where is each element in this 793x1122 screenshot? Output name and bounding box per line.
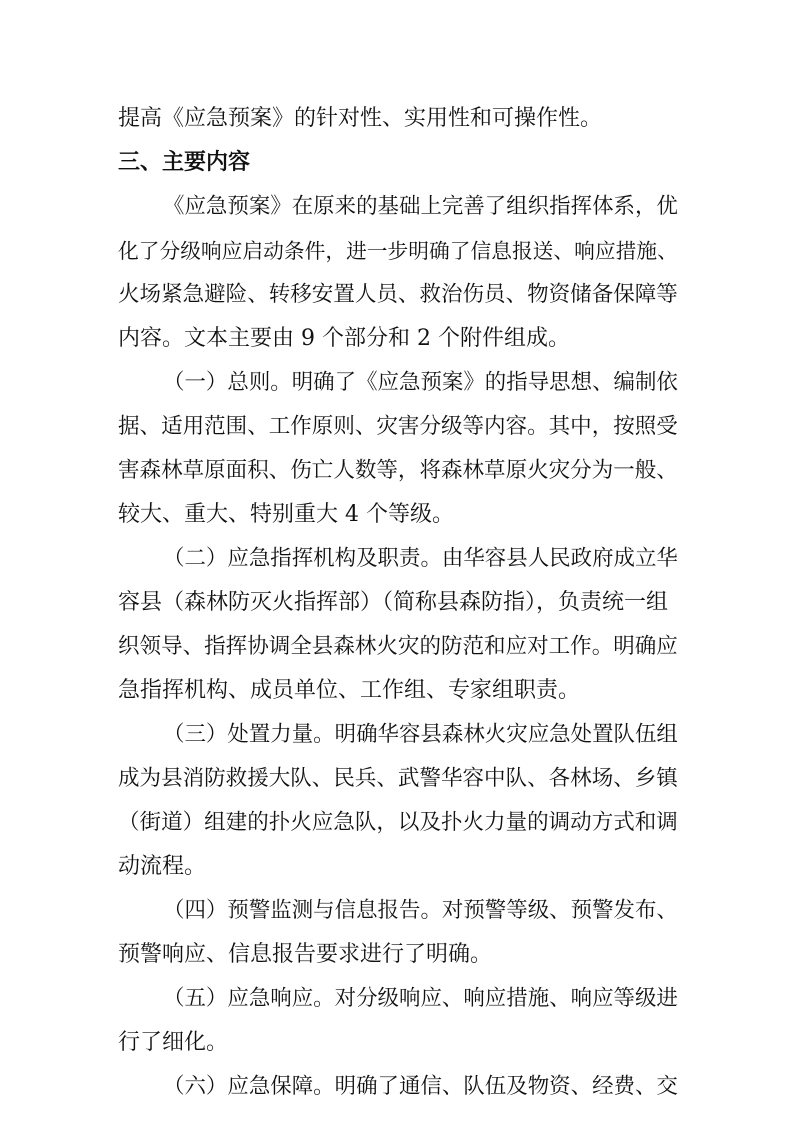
paragraph-line: 成为县消防救援大队、民兵、武警华容中队、各林场、乡镇 <box>118 766 678 791</box>
paragraph-line: 化了分级响应启动条件，进一步明确了信息报送、响应措施、 <box>118 239 678 263</box>
paragraph-line: 火场紧急避险、转移安置人员、救治伤员、物资储备保障等 <box>118 282 678 307</box>
paragraph-line: 较大、重大、特别重大 4 个等级。 <box>118 502 454 527</box>
paragraph-line: 内容。文本主要由 9 个部分和 2 个附件组成。 <box>118 326 570 351</box>
paragraph-line: 急指挥机构、成员单位、工作组、专家组职责。 <box>118 678 581 703</box>
paragraph-line: 提高《应急预案》的针对性、实用性和可操作性。 <box>118 106 603 131</box>
paragraph-line: 动流程。 <box>118 854 207 879</box>
paragraph-line: （五）应急响应。对分级响应、响应措施、响应等级进 <box>163 986 678 1011</box>
paragraph-line: （三）处置力量。明确华容县森林火灾应急处置队伍组 <box>163 722 678 747</box>
paragraph-line: 织领导、指挥协调全县森林火灾的防范和应对工作。明确应 <box>118 634 678 659</box>
paragraph-line: 行了细化。 <box>118 1030 229 1055</box>
section-heading: 三、主要内容 <box>118 150 251 175</box>
paragraph-line: 预警响应、信息报告要求进行了明确。 <box>118 942 493 967</box>
paragraph-line: （二）应急指挥机构及职责。由华容县人民政府成立华 <box>163 546 678 571</box>
paragraph-line: （四）预警监测与信息报告。对预警等级、预警发布、 <box>163 898 678 923</box>
paragraph-line: （街道）组建的扑火应急队，以及扑火力量的调动方式和调 <box>118 810 678 835</box>
paragraph-line: （一）总则。明确了《应急预案》的指导思想、编制依 <box>163 370 678 395</box>
paragraph-line: （六）应急保障。明确了通信、队伍及物资、经费、交 <box>163 1074 678 1099</box>
paragraph-line: 害森林草原面积、伤亡人数等，将森林草原火灾分为一般、 <box>118 458 678 483</box>
paragraph-line: 容县（森林防灭火指挥部）（简称县森防指），负责统一组 <box>118 590 669 615</box>
paragraph-line: 据、适用范围、工作原则、灾害分级等内容。其中，按照受 <box>118 414 678 439</box>
paragraph-line: 《应急预案》在原来的基础上完善了组织指挥体系，优 <box>163 194 678 219</box>
